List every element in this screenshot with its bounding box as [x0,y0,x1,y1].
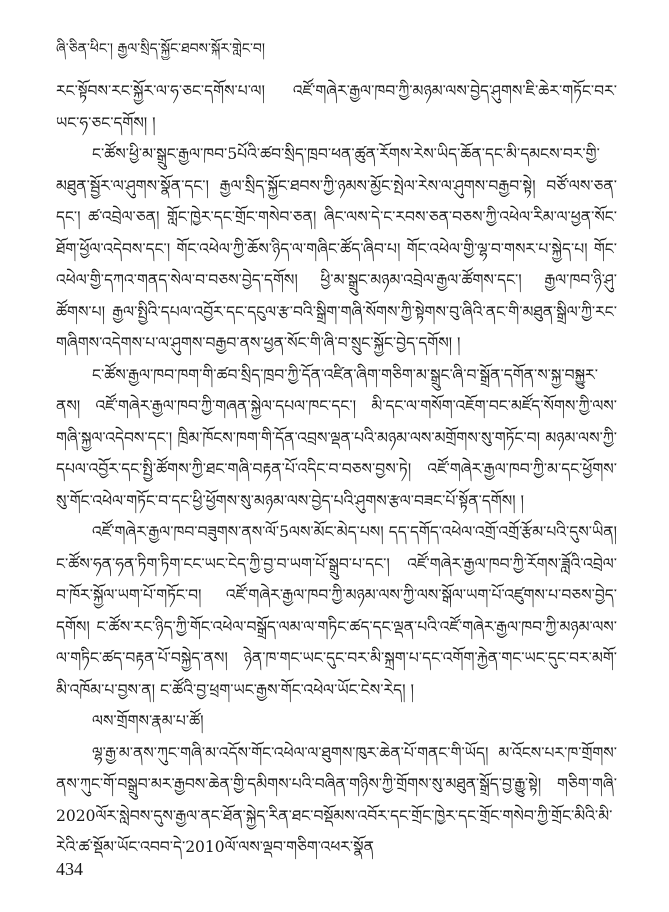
running-head: ཞི་ཅིན་ཕིང་། རྒྱལ་སྲིད་སྐྱོང་ཐབས་སྐོར་གླེང་བ། [56,41,266,57]
section-heading: ལས་གྲོགས་རྣམ་པ་ཚོ། [92,712,204,730]
paragraph-2: ང་ཚོས་ཕྱི་མ་སྒྲུང་རྒྱལ་ཁབ་5པོའི་ཚབ་སྲིད་ཁྲབ་ཕན་ཚུན་རོགས་རེས་ཡིད་ཆོན་དང་མི་དམངས་བར་གྱི་མཐུན་སྦྱོར་ལ་ཤུགས་སྣོན་དང་། རྒྱལ་སྲིད་སྐྱོང་ཐབས་ཀྱི་ཉམས་མྱོང་སྤེལ་རེས་ལ་ཤུགས་བརྒྱབ་སྟེ། བཙོ་ལས་ཅན་དང་། ཚ་འབྲེལ་ཅན། གློང་ཁྱེར་དང་གྲོང་གསེབ་ཅན། ཞིང་ལས་དེ་ང་རབས་ཅན་བཅས་ཀྱི་འཕེལ་རིམ་ལ་ཕྱན་སོང་ཐོག་ཕྱོལ་འདེབས་དང་། གོང་འཕེལ་ཀྱི་ཆོས་ཉིད་ལ་གཞིང་ཚོད་ཞིབ་པ། གོང་འཕེལ་གྱི་ལྷ་བ་གསར་པ་སྐྱེད་པ། གོང་འཕེལ་གྱི་དཀའ་གནད་སེལ་བ་བཅས་བྱེད་དགོས། ཕྱི་མ་སྒྲུང་མཉམ་འབྲེལ་རྒྱལ་ཚོགས་དང་། རྒྱལ་ཁབ་ཉི་ཤུ་ཚོགས་པ། རྒྱལ་སྤྱིའི་དཔལ་འབྱོར་དང་དངུལ་རྩ་བའི་སྒྲིག་གཞི་སོགས་ཀྱི་སྟེགས་བུ་ཞིའི་ནང་གི་མཐུན་སྒྲིལ་ཀྱི་རང་གཞིགས་འདེགས་པ་ལ་ཤུགས་བརྒྱབ་ནས་ཕྱན་སོང་གི་ཞི་བ་སྲུང་སྐྱོང་བྱེད་དགོས། ། [56,145,617,352]
body-text [56,76,617,864]
paragraph-3: ང་ཚོས་རྒྱལ་ཁབ་ཁག་གི་ཚབ་སྲིད་ཁྲབ་ཀྱི་དོན་འཛིན་ཞིག་གཅིག་མ་སྒྲུང་ཞི་བ་སྒྲོན་དགོན་ས་སྐྱ་བསྐྱུར་ནས། འཛོ་གཞེར་རྒྱལ་ཁབ་ཀྱི་གཞན་སྐྱེལ་དཔལ་ཁང་དང་། མི་དང་ལ་གསོག་འཇོག་བང་མཛོད་སོགས་ཀྱི་ལས་གཞི་སྐྱལ་འདེབས་དང་། ཁྲིམ་ཁོངས་ཁག་གི་དོན་འབྲས་ལྡན་པའི་མཉམ་ལས་མགྲོགས་སུ་གཏོང་བ། མཉམ་ལས་ཀྱི་དཔལ་འབྱོར་དང་སྤྱི་ཚོགས་ཀྱི་ཐང་གཞི་བརྟན་པོ་འདིང་བ་བཅས་བྱས་ཏེ། འཛོ་གཞེར་རྒྱལ་ཁབ་ཀྱི་མ་དང་ཕྱོགས་སུ་གོང་འཕེལ་གཏོང་བ་དང་ཕྱི་ཕྱོགས་སུ་མཉམ་ལས་བྱེད་པའི་ཤུགས་རྩལ་བཟང་པོ་སྟོན་དགོས། ། [56,365,617,510]
page-number: 434 [56,859,83,879]
paragraph-4: འཛོ་གཞེར་རྒྱལ་ཁབ་བཟུགས་ནས་ལོ་5ལས་མོང་མེད་པས། དད་དགོད་འཕེལ་འགྲོ་འགྲོ་རྩོམ་པའི་དུས་ཡིན། ང་ཚོས་ཧན་ཧན་ཏིག་ཏིག་ངང་ཡང་ངེད་ཀྱི་བྱ་བ་ཡག་པོ་སྒྲུབ་པ་དང་། འཛོ་གཞེར་རྒྱལ་ཁབ་ཀྱི་རོགས་ཟློའི་འབྲེལ་བ་ཁོར་སྐྱོལ་ཡག་པོ་གཏོང་བ། འཛོ་གཞེར་རྒྱལ་ཁབ་ཀྱི་མཉམ་ལས་ཀྱི་ལས་སྒོལ་ཡག་པོ་འཛུགས་པ་བཅས་བྱེད་དགོས། ང་ཚོས་རང་ཉིད་ཀྱི་གོང་འཕེལ་བསྒྲོད་ལམ་ལ་གཏིང་ཚད་དང་ལྡན་པའི་འཛོ་གཞེར་རྒྱལ་ཁབ་ཀྱི་མཉམ་ལས་ལ་གཏིང་ཚད་བརྟན་པོ་བསྐྱེད་ནས། ཉེན་ཁ་གང་ཡང་དུང་བར་མི་སྐྲག་པ་དང་འགོག་རྐྱེན་གང་ཡང་དུང་བར་མགོ་མི་འཁོམ་པ་བྱས་ན། ང་ཚོའི་བྱ་ཕྲག་ཡང་རྒྱས་གོང་འཕེལ་ཡོང་ངེས་རེད། ། [56,523,617,699]
paragraph-5: ལྷ་རྒྱ་མ་ནས་ཀུང་གཞི་མ་འདོས་གོང་འཕེལ་ལ་ཐུགས་ཁུར་ཆེན་པོ་གནང་གི་ཡོད། མ་འོངས་པར་ཁ་གྲོགས་ནས་ཀུང་གོ་བསྒྲུབ་མར་རྒྱབས་ཆེན་གྱི་དམིགས་པའི་བཞིན་གཉིས་ཀྱི་གྲོགས་སུ་མཐུན་སྒྲོད་བྱ་རྒྱུ་སྟེ། གཅིག་གཞི་2020ལོར་སླེབས་དུས་རྒྱལ་ནང་ཐོན་སྐྱེད་རིན་ཐང་བསྡོམས་འབོར་དང་གྲོང་ཁྱེར་དང་གྲོང་གསེབ་ཀྱི་གྲོང་མིའི་མི་རེའི་ཚ་སྡོམ་ཡོང་འབབ་དེ་2010ལོ་ལས་ལྡབ་གཅིག་འཕར་སྣོན [56,743,617,856]
paragraph-1: རང་སྟོབས་རང་སྐྱོར་ལ་ཧ་ཅང་དགོས་པ་ལ། འཛོ་གཞེར་རྒྱལ་ཁབ་ཀྱི་མཉམ་ལས་བྱེད་ཤུགས་ཇི་ཆེར་གཏོང་བར་ཡང་ཧ་ཅང་དགོས། ། [56,82,617,132]
